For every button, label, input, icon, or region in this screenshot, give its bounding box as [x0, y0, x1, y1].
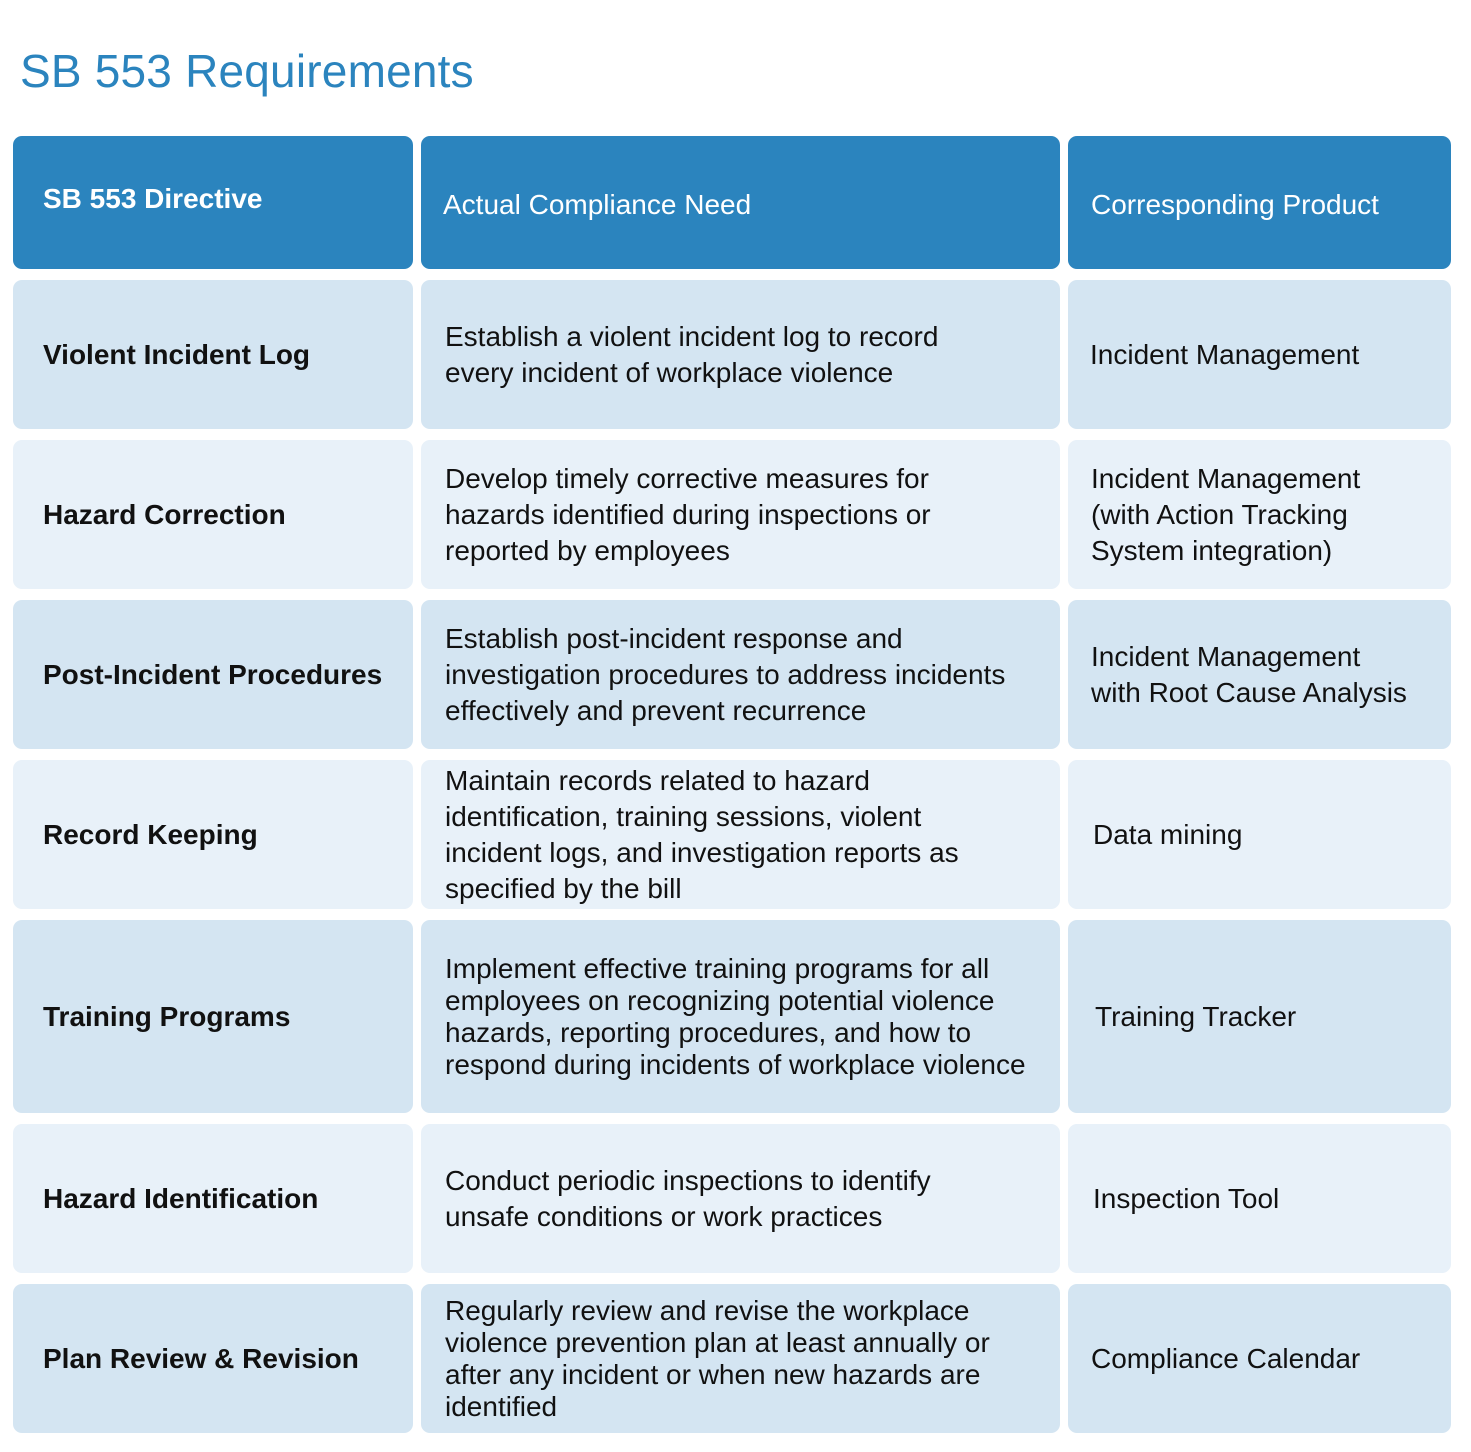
- row-5-product-text: Training Tracker: [1095, 1000, 1297, 1032]
- row-6-need-text: Conduct periodic inspections to identify unsafe conditions or work practices: [445, 1164, 931, 1232]
- row-7-product-text: Compliance Calendar: [1091, 1342, 1361, 1374]
- row-2-need: [421, 440, 1060, 589]
- row-4-need-text: Maintain records related to hazard identification, training sessions, violent incident logs, and investigation reports as specified by the bill: [445, 764, 959, 904]
- row-6-product: [1068, 1124, 1451, 1273]
- row-4-need: [421, 760, 1060, 909]
- row-1-product-text: Incident Management: [1090, 338, 1360, 370]
- row-7-directive-text: Plan Review & Revision: [43, 1342, 359, 1374]
- row-7-product: [1068, 1284, 1451, 1433]
- row-5-directive-text: Training Programs: [43, 1000, 291, 1032]
- row-5-need-text: Implement effective training programs for all employees on recognizing potential violence hazards, reporting procedures, and how to respond during incidents of workplace violence: [445, 952, 1026, 1080]
- row-6-need: [421, 1124, 1060, 1273]
- row-3-product-text: Incident Management with Root Cause Analysis: [1091, 640, 1407, 708]
- row-5-directive: [13, 920, 413, 1113]
- requirements-table: [13, 136, 1451, 1433]
- header-directive-label: SB 553 Directive: [43, 182, 263, 214]
- row-3-need: [421, 600, 1060, 749]
- header-corresponding-product: [1068, 136, 1451, 269]
- row-6-directive-text: Hazard Identification: [43, 1182, 319, 1214]
- row-5-product: [1068, 920, 1451, 1113]
- row-2-need-text: Develop timely corrective measures for hazards identified during inspections or reported by employees: [445, 462, 931, 566]
- header-corresponding-product-label: Corresponding Product: [1091, 188, 1379, 220]
- header-directive: [13, 136, 413, 269]
- row-4-directive: [13, 760, 413, 909]
- row-3-product: [1068, 600, 1451, 749]
- row-3-directive-text: Post-Incident Procedures: [43, 658, 383, 690]
- row-5-need: [421, 920, 1060, 1113]
- row-1-directive-text: Violent Incident Log: [43, 338, 311, 370]
- row-3-directive: [13, 600, 413, 749]
- row-7-need: [421, 1284, 1060, 1433]
- row-3-need-text: Establish post-incident response and investigation procedures to address incidents effectively and prevent recurrence: [445, 622, 1006, 726]
- row-2-product: [1068, 440, 1451, 589]
- row-1-directive: [13, 280, 413, 429]
- row-2-directive-text: Hazard Correction: [43, 498, 286, 530]
- row-4-directive-text: Record Keeping: [43, 818, 258, 850]
- row-6-product-text: Inspection Tool: [1093, 1182, 1280, 1214]
- row-1-need-text: Establish a violent incident log to record every incident of workplace violence: [445, 320, 939, 388]
- row-6-directive: [13, 1124, 413, 1273]
- row-2-directive: [13, 440, 413, 589]
- row-7-directive: [13, 1284, 413, 1433]
- row-4-product: [1068, 760, 1451, 909]
- row-7-need-text: Regularly review and revise the workplace violence prevention plan at least annually or after any incident or when new hazards are identified: [445, 1294, 990, 1422]
- header-compliance-need-label: Actual Compliance Need: [443, 188, 752, 220]
- page-title: SB 553 Requirements: [20, 45, 474, 97]
- row-4-product-text: Data mining: [1093, 818, 1243, 850]
- row-1-product: [1068, 280, 1451, 429]
- header-compliance-need: [421, 136, 1060, 269]
- row-1-need: [421, 280, 1060, 429]
- row-2-product-text: Incident Management (with Action Tracking System integration): [1091, 462, 1361, 566]
